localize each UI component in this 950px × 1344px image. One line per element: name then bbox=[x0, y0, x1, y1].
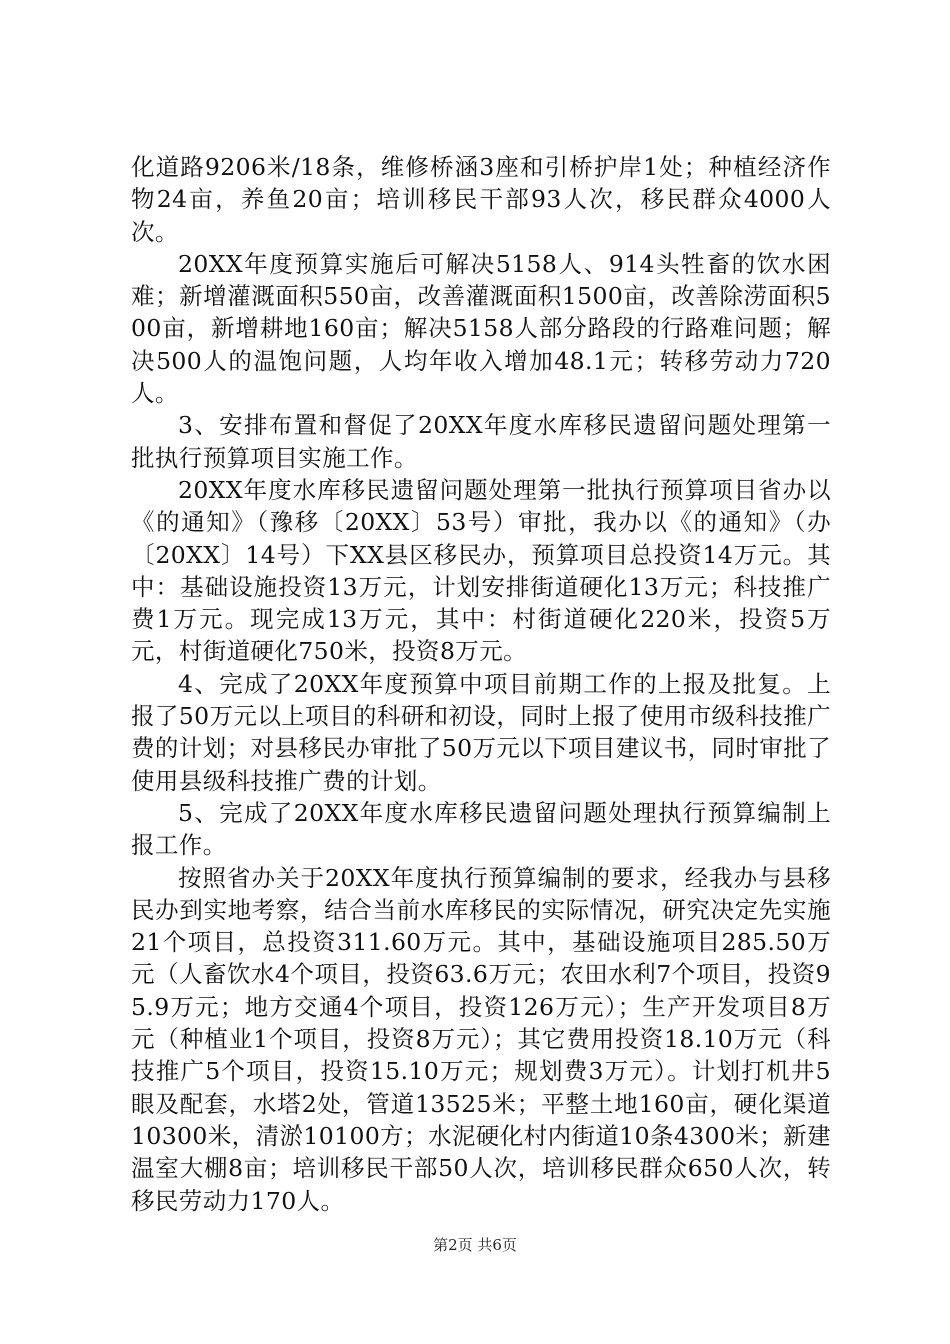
page-footer: 第2页 共6页 bbox=[433, 1236, 517, 1254]
paragraph-continuation: 化道路9206米/18条，维修桥涵3座和引桥护岸1处；种植经济作物24亩，养鱼20亩；培训移民干部93人次，移民群众4000人次。 bbox=[131, 153, 831, 246]
paragraph-execution-budget-details: 按照省办关于20XX年度执行预算编制的要求，经我办与县移民办到实地考察，结合当前水库移民的实际情况，研究决定先实施21个项目，总投资311.60万元。其中，基础设施项目285.50万元（人畜饮水4个项目，投资63.6万元；农田水利7个项目，投资95.9万元；地方交通4个项目，投资126万元）；生产开发项目8万元（种植业1个项目，投资8万元）；其它费用投资18.10万元（科技推广5个项目，投资15.10万元；规划费3万元）。计划打机井5眼及配套，水塔2处，管道13525米；平整土地160亩，硬化渠道10300米，清淤10100方；水泥硬化村内街道10条4300米；新建温室大棚8亩；培训移民干部50人次，培训移民群众650人次，转移民劳动力170人。 bbox=[131, 863, 831, 1215]
paragraph-item-3-heading: 3、安排布置和督促了20XX年度水库移民遗留问题处理第一批执行预算项目实施工作。 bbox=[131, 411, 831, 472]
paragraph-budget-results: 20XX年度预算实施后可解决5158人、914头牲畜的饮水困难；新增灌溉面积550亩，改善灌溉面积1500亩，改善除涝面积500亩，新增耕地160亩；解决5158人部分路段的行路难问题；解决500人的温饱问题，人均年收入增加48.1元；转移劳动力720人。 bbox=[131, 249, 831, 408]
paragraph-item-4: 4、完成了20XX年度预算中项目前期工作的上报及批复。上报了50万元以上项目的科研和初设，同时上报了使用市级科技推广费的计划；对县移民办审批了50万元以下项目建议书，同时审批了使用县级科技推广费的计划。 bbox=[131, 669, 831, 795]
paragraph-item-5-heading: 5、完成了20XX年度水库移民遗留问题处理执行预算编制上报工作。 bbox=[131, 798, 831, 860]
paragraph-first-batch-details: 20XX年度水库移民遗留问题处理第一批执行预算项目省办以《的通知》（豫移〔20XX〕53号）审批，我办以《的通知》（办〔20XX〕14号）下XX县区移民办，预算项目总投资14万元。其中：基础设施投资13万元，计划安排街道硬化13万元；科技推广费1万元。现完成13万元，其中：村街道硬化220米，投资5万元，村街道硬化750米，投资8万元。 bbox=[131, 475, 831, 666]
document-body bbox=[131, 151, 831, 1217]
